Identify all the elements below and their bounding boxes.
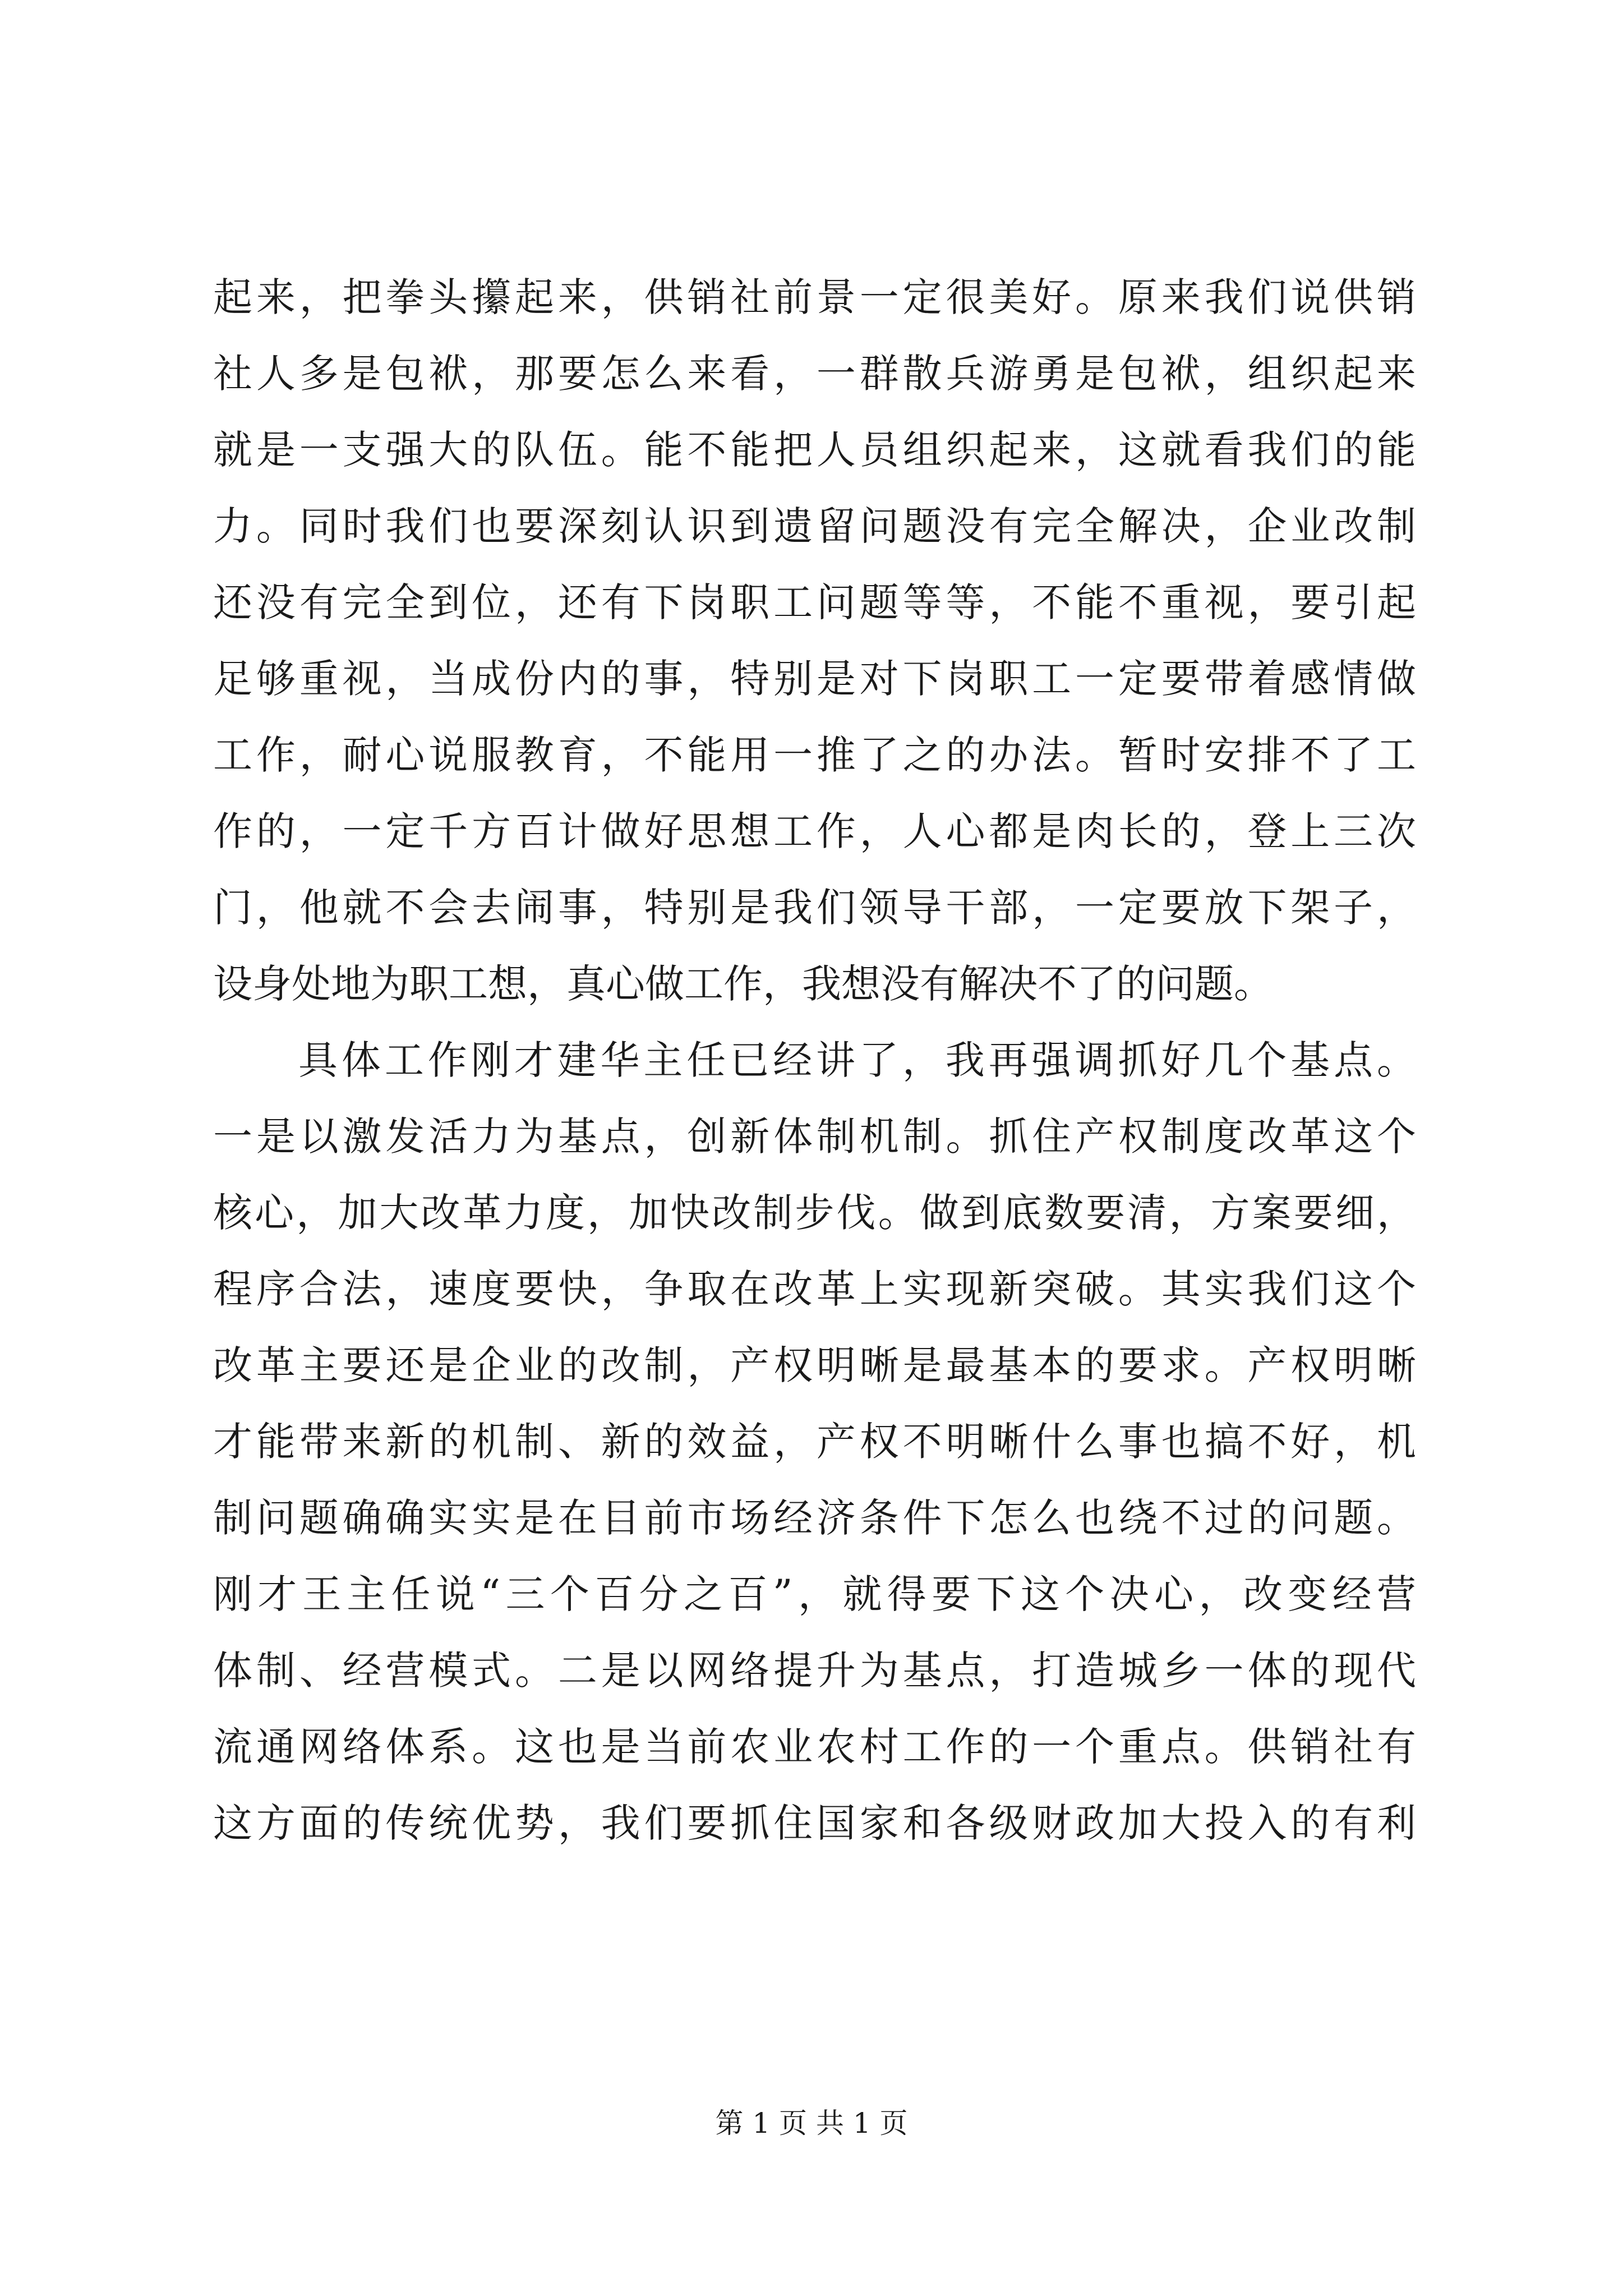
text-line: 力。同时我们也要深刻认识到遗留问题没有完全解决，企业改制 [213,503,1416,549]
text-line: 程序合法，速度要快，争取在改革上实现新突破。其实我们这个 [213,1266,1416,1312]
text-line: 刚才王主任说“三个百分之百”，就得要下这个决心，改变经营 [213,1571,1416,1617]
paragraph-1 [213,259,1416,1022]
text-line: 工作，耐心说服教育，不能用一推了之的办法。暂时安排不了工 [213,732,1416,778]
text-line: 核心，加大改革力度，加快改制步伐。做到底数要清，方案要细， [213,1190,1416,1236]
document-body [213,259,1416,1861]
text-line: 这方面的传统优势，我们要抓住国家和各级财政加大投入的有利 [213,1800,1416,1846]
paragraph-2 [213,1022,1416,1861]
text-line: 具体工作刚才建华主任已经讲了，我再强调抓好几个基点。 [298,1037,1416,1083]
page-number-footer: 第 1 页 共 1 页 [715,2107,908,2139]
text-line: 流通网络体系。这也是当前农业农村工作的一个重点。供销社有 [213,1724,1416,1770]
text-line: 制问题确确实实是在目前市场经济条件下怎么也绕不过的问题。 [213,1495,1416,1541]
text-line: 设身处地为职工想，真心做工作，我想没有解决不了的问题。 [213,961,1273,1007]
text-line: 体制、经营模式。二是以网络提升为基点，打造城乡一体的现代 [213,1648,1416,1694]
text-line: 一是以激发活力为基点，创新体制机制。抓住产权制度改革这个 [213,1114,1416,1159]
text-line: 门，他就不会去闹事，特别是我们领导干部，一定要放下架子， [213,885,1416,931]
text-line: 才能带来新的机制、新的效益，产权不明晰什么事也搞不好，机 [213,1419,1416,1465]
text-line: 起来，把拳头攥起来，供销社前景一定很美好。原来我们说供销 [213,274,1416,320]
text-line: 足够重视，当成份内的事，特别是对下岗职工一定要带着感情做 [213,656,1416,702]
text-line: 改革主要还是企业的改制，产权明晰是最基本的要求。产权明晰 [213,1342,1416,1388]
text-line: 作的，一定千方百计做好思想工作，人心都是肉长的，登上三次 [213,808,1416,854]
text-line: 就是一支强大的队伍。能不能把人员组织起来，这就看我们的能 [213,427,1416,473]
text-line: 社人多是包袱，那要怎么来看，一群散兵游勇是包袱，组织起来 [213,351,1416,397]
text-line: 还没有完全到位，还有下岗职工问题等等，不能不重视，要引起 [213,579,1416,625]
